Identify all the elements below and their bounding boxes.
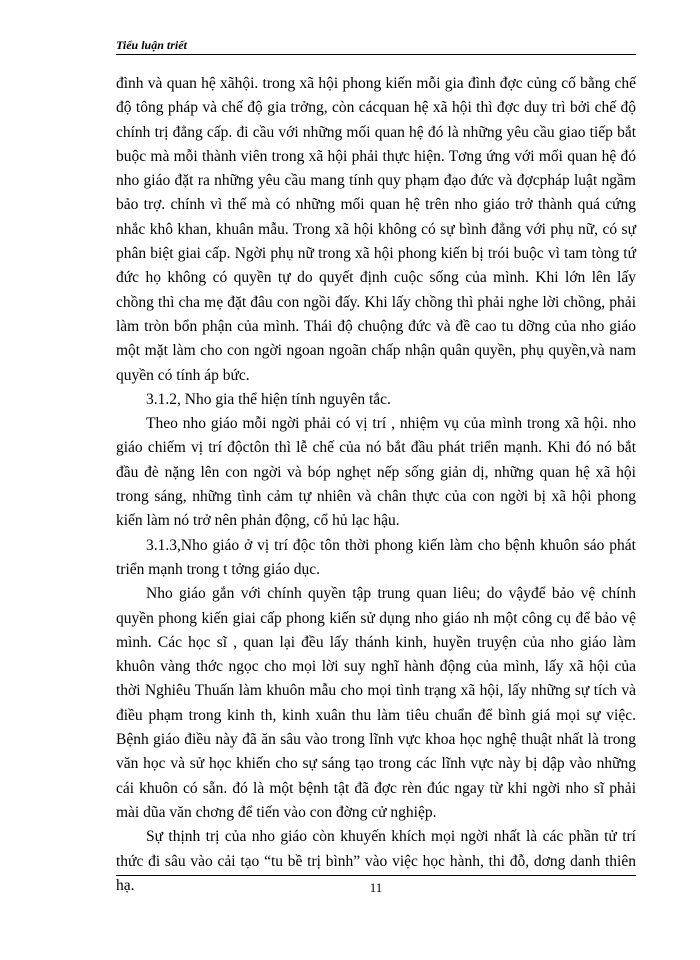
section-heading: 3.1.3,Nho giáo ở vị trí độc tôn thời phong kiến làm cho bệnh khuôn sáo phát triển mạnh trong t tởng giáo dục. [116, 536, 636, 578]
document-body [116, 72, 636, 898]
page-number: 11 [369, 880, 383, 895]
page-header [116, 36, 636, 55]
page-footer [116, 875, 636, 895]
section-heading: 3.1.2, Nho gia thể hiện tính nguyên tắc. [146, 390, 391, 408]
paragraph: Theo nho giáo mỗi ngời phải có vị trí , nhiệm vụ của mình trong xã hội. nho giáo chiếm vị trí độctôn thì lễ chế của nó bắt đầu phát triển mạnh. Khi đó nó bắt đầu đè nặng lên con ngời và bóp nghẹt nếp sống giản dị, những quan hệ xã hội trong sáng, những tình cảm tự nhiên và chân thực của con ngời bị xã hội phong kiến làm nó trở nên phản động, cổ hủ lạc hậu. [116, 415, 636, 530]
paragraph: đình và quan hệ xãhội. trong xã hội phong kiến mỗi gia đình đợc củng cố bằng chế độ tông pháp và chế độ gia trởng, còn cácquan hệ xã hội thì đợc duy trì bởi chế độ chính trị đẳng cấp. đi cầu với những mối quan hệ đó là những yêu cầu giao tiếp bắt buộc mà mỗi thành viên trong xã hội phải thực hiện. Tơng ứng với mối quan hệ đó nho giáo đặt ra những yêu cầu mang tính quy phạm đạo đức và đợcpháp luật ngầm bảo trợ. chính vì thế mà có những mối quan hệ trên nho giáo trở thành quá cứng nhắc khô khan, khuân mẫu. Trong xã hội không có sự bình đẳng với phụ nữ, có sự phân biệt giai cấp. Ngời phụ nữ trong xã hội phong kiến bị trói buộc vì tam tòng tứ đức họ không có quyền tự do quyết định cuộc sống của mình. Khi lớn lên lấy chồng thì cha mẹ đặt đâu con ngồi đấy. Khi lấy chồng thì phải nghe lời chồng, phải làm tròn bổn phận của mình. Thái độ chuộng đức và đề cao tu dỡng của nho giáo một mặt làm cho con ngời ngoan ngoãn chấp nhận quân quyền, phụ quyền,và nam quyền có tính áp bức. [116, 75, 636, 384]
paragraph: Sự thịnh trị của nho giáo còn khuyến khích mọi ngời nhất là các phần tử trí thức đi sâu vào cải tạo “tu bề trị bình” vào việc học hành, thi đỗ, dơng danh thiên hạ. [116, 828, 636, 894]
header-title: Tiểu luận triết [116, 38, 187, 52]
paragraph: Nho giáo gắn với chính quyền tập trung quan liêu; do vậyđể bảo vệ chính quyền phong kiến giai cấp phong kiến sử dụng nho giáo nh một công cụ để bảo vệ mình. Các học sĩ , quan lại đều lấy thánh kinh, huyền truyện của nho giáo làm khuôn vàng thớc ngọc cho mọi lời suy nghĩ hành động của mình, lấy xã hội của thời Nghiêu Thuấn làm khuôn mẫu cho mọi tình trạng xã hội, lấy những sự tích và điều phạm trong kinh th, kinh xuân thu làm tiêu chuẩn để bình giá mọi sự việc. Bệnh giáo điều này đã ăn sâu vào trong lĩnh vực khoa học nghệ thuật nhất là trong văn học và sử học khiến cho sự sáng tạo trong các lĩnh vực này bị dập vào những cái khuôn có sẵn. đó là một bệnh tật đã đợc rèn đúc ngay từ khi ngời nho sĩ phải mài dũa văn chơng để tiến vào con đờng cử nghiệp. [116, 585, 636, 821]
